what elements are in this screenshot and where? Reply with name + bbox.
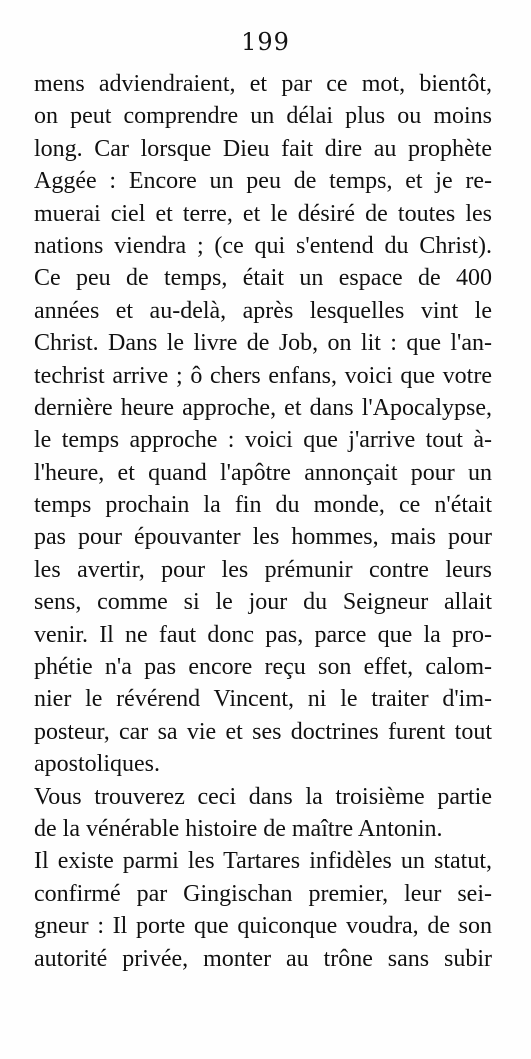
text-line: dernière heure approche, et dans l'Apocalypse, (34, 394, 492, 421)
text-line: muerai ciel et terre, et le désiré de toutes les (34, 200, 492, 227)
paragraph (34, 845, 492, 975)
paragraph (34, 68, 492, 781)
text-line: autorité privée, monter au trône sans subir (34, 945, 492, 972)
body-text (34, 68, 492, 975)
text-line: techrist arrive ; ô chers enfans, voici que votre (34, 362, 492, 389)
text-line: sens, comme si le jour du Seigneur allait (34, 589, 492, 616)
text-line: Christ. Dans le livre de Job, on lit : que l'an- (34, 330, 492, 357)
text-line: long. Car lorsque Dieu fait dire au prophète (34, 135, 492, 162)
text-line: apostoliques. (34, 751, 160, 778)
text-line: on peut comprendre un délai plus ou moins (34, 103, 492, 130)
text-line: Vous trouverez ceci dans la troisième partie (34, 783, 492, 810)
text-line: venir. Il ne faut donc pas, parce que la pro- (34, 621, 492, 648)
text-line: Il existe parmi les Tartares infidèles un statut, (34, 848, 492, 875)
text-line: Ce peu de temps, était un espace de 400 (34, 265, 492, 292)
text-line: années et au-delà, après lesquelles vint le (34, 297, 492, 324)
text-line: nier le révérend Vincent, ni le traiter d'im- (34, 686, 492, 713)
text-line: les avertir, pour les prémunir contre leurs (34, 556, 492, 583)
text-line: Aggée : Encore un peu de temps, et je re- (34, 168, 492, 195)
text-line: de la vénérable histoire de maître Antonin. (34, 815, 443, 842)
text-line: pas pour épouvanter les hommes, mais pour (34, 524, 492, 551)
page-number: 199 (241, 28, 290, 56)
text-line: le temps approche : voici que j'arrive tout à- (34, 427, 492, 454)
text-line: nations viendra ; (ce qui s'entend du Christ). (34, 232, 492, 259)
text-line: confirmé par Gingischan premier, leur sei- (34, 880, 492, 907)
text-line: gneur : Il porte que quiconque voudra, de son (34, 913, 492, 940)
text-line: temps prochain la fin du monde, ce n'était (34, 492, 492, 519)
paragraph (34, 781, 492, 846)
text-line: l'heure, et quand l'apôtre annonçait pour un (34, 459, 492, 486)
text-line: posteur, car sa vie et ses doctrines furent tout (34, 718, 492, 745)
text-line: mens adviendraient, et par ce mot, bientôt, (34, 71, 492, 97)
text-line: phétie n'a pas encore reçu son effet, calom- (34, 654, 492, 681)
